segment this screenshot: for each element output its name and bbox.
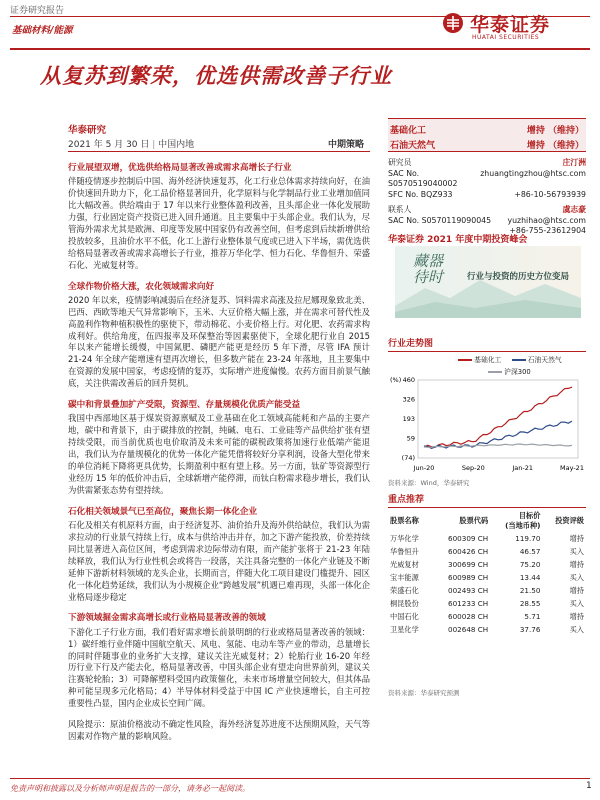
rating-row (388, 137, 586, 152)
analyst-email: yuzhihao@htsc.com (507, 215, 586, 225)
meta-divider (68, 151, 370, 152)
sector-label: 基础材料/能源 (12, 25, 73, 36)
x-tick-label: Jun-20 (413, 464, 435, 472)
table-cell: 5.71 (524, 612, 541, 621)
x-tick-label: May-21 (560, 464, 584, 472)
table-cell: 卫星化学 (390, 624, 419, 634)
section-paragraph: 石化及相关有机原料方面，由于经济复苏、油价抬升及海外供给缺位，我们认为需求拉动的行业景气持续上行，成本与供给冲击并存，加之下游产能投放，价差持续同比显著进入高位区间，考虑到需求边际带动有限，而产能扩张将于 21-23 年陆续释放，我们认为行业性机会或将告一段落，关注具备完整的一体化产业链及不断延伸下游新材料领域的龙头企业，长期而言，伴随大化工项目建设门槛提升、园区化一体化趋势延续，我们认为小规模企业“跨越发展”机遇已难再现，头部一体化企业格局逐步稳定 (68, 520, 370, 602)
section-paragraph: 2020 年以来，疫情影响减弱后在经济复苏、饲料需求高涨及拉尼娜现象致北美、巴西、西欧等地天气异常影响下，玉米、大豆价格大幅上涨，并在需求可替代性及高盈利作物种植积极性的驱使下，带动棉花、小麦价格上行。对化肥、农药需求构成利好。供给角度，伍四报率及环保整治等因素驱使下，全球化肥行业自 2015 年以来产能增长缓慢，中国氮肥、磷肥产能更是经历 5 年下滑，尽管 IFA 预计 21-24 年全球产能增速有望再次增长，但多数产能在 23-24 年落地，且主要集中在资源的发展中国家，考虑疫情的复苏，实际增产进度偏慢。农药方面目前景气触底，关注供需改善后的回升契机。 (68, 294, 370, 389)
table-cell: 002493 CH (448, 586, 489, 595)
table-cell: 119.70 (515, 534, 541, 543)
analyst-phone: +86-755-23612904 (509, 226, 586, 236)
summit-banner[interactable] (395, 246, 581, 318)
table-cell: 600309 CH (448, 534, 489, 543)
table-cell: 增持 (569, 611, 584, 621)
page-number: 1 (586, 781, 592, 791)
logo-en-text: HUATAI SECURITIES (472, 34, 540, 41)
y-unit-label: (%) (390, 376, 402, 384)
picks-table (388, 510, 586, 636)
legend-chem: 基础化工 (474, 356, 502, 364)
table-cell: 601233 CH (448, 599, 489, 608)
x-tick-label: Sep-20 (461, 464, 485, 472)
analyst-name: 虞志豪 (562, 205, 586, 215)
analyst-cert: SAC No. S0570519040002 (388, 168, 458, 189)
chart-source: 资料来源：Wind，华泰研究 (388, 479, 470, 487)
analyst-name: 庄汀洲 (562, 158, 586, 167)
date-region: 2021 年 5 月 30 日 | 中国内地 (68, 140, 195, 150)
y-tick-label: 326 (402, 395, 415, 404)
series-line (424, 387, 572, 447)
picks-column-header: 股票名称 (390, 516, 419, 525)
report-type-label: 证券研究报告 (10, 6, 65, 16)
table-cell: 桐昆股份 (390, 598, 419, 608)
legend-swatch-hs300 (488, 371, 502, 373)
picks-column-header: 投资评级 (555, 516, 584, 525)
section-heading: 全球作物价格大涨，农化领域需求向好 (68, 281, 215, 292)
table-cell: 买入 (569, 624, 584, 634)
rating-value: 增持 （维持） (526, 141, 584, 151)
analyst-cert2: SFC No. BQZ933 (388, 189, 453, 199)
main-text-column (68, 162, 370, 752)
legend-swatch-chem (458, 359, 472, 361)
report-region: 中国内地 (158, 140, 195, 150)
table-cell: 75.20 (519, 560, 541, 569)
table-row (388, 571, 586, 584)
y-tick-label: (74) (401, 454, 415, 462)
picks-column-header: 股票代码 (459, 516, 489, 525)
disclaimer-text: 免责声明和披露以及分析师声明是报告的一部分，请务必一起阅读。 (10, 784, 250, 793)
table-row (388, 545, 586, 558)
table-cell: 华鲁恒升 (390, 546, 419, 556)
table-row (388, 584, 586, 597)
table-row (388, 558, 586, 571)
analyst-role: 联系人 (388, 205, 412, 215)
analyst-block (388, 158, 586, 237)
rating-industry: 基础化工 (390, 126, 427, 136)
strategy-label: 中期策略 (328, 140, 365, 150)
y-tick-label: 59 (406, 434, 415, 443)
analyst-role: 研究员 (388, 158, 412, 167)
section-paragraph: 伴随疫情逐步控制后中国、海外经济快速复苏，化工行业总体需求持续向好，在油价快速回升助力下，化工品价格显著回升，化学原料与化学制品行业工业增加值同比大幅改善。供给端由于 17 年以来行业整体盈利改善，且头部企业一体化发展助力强，行业固定资产投资已进入回升通道。且主要集中于头部企业。我们认为，尽管海外需求尤其是欧洲、印度等发展中国家仍有改善空间，但考虑到后续新增供给投放较多，且油价水平不低，化工上游行业整体景气度或已进入下半场，需优选供给格局显著改善或需求高增长子行业，推荐万华化学、恒力石化、华鲁恒升、荣盛石化、光威复材等。 (68, 176, 370, 270)
table-cell: 300699 CH (448, 560, 489, 569)
table-cell: 光威复材 (390, 559, 419, 569)
rating-industry: 石油天然气 (390, 141, 436, 151)
y-tick-label: 460 (402, 376, 415, 384)
table-cell: 宝丰能源 (390, 572, 419, 582)
table-cell: 28.55 (519, 599, 541, 608)
table-cell: 600989 CH (448, 573, 489, 582)
table-cell: 46.57 (519, 547, 541, 556)
section-heading: 石化相关领域景气已至高位，聚焦长期一体化企业 (68, 506, 258, 517)
picks-heading: 重点推荐 (388, 492, 586, 508)
section-heading: 碳中和背景叠加扩产受限，资源型、存量规模化优质产能受益 (68, 400, 301, 411)
picks-column-header: 目标价 (当地币种) (505, 511, 541, 530)
rating-value: 增持 （维持） (526, 126, 584, 136)
analyst-email: zhuangtingzhou@htsc.com (480, 168, 586, 178)
report-date: 2021 年 5 月 30 日 (68, 140, 150, 150)
promo-calligraphy: 藏器 待时 (413, 252, 444, 286)
chart-legend (388, 354, 586, 376)
huatai-logo-mark-icon (442, 12, 464, 34)
table-cell: 600426 CH (448, 547, 489, 556)
table-cell: 增持 (569, 533, 584, 543)
table-cell: 600028 CH (448, 612, 489, 621)
rating-box (388, 118, 586, 152)
section-heading: 行业展望双增，优选供给格局显著改善或需求高增长子行业 (68, 163, 292, 173)
table-cell: 买入 (569, 598, 584, 608)
table-cell: 买入 (569, 546, 584, 556)
table-cell: 增持 (569, 559, 584, 569)
table-cell: 002648 CH (448, 625, 489, 634)
table-cell: 37.76 (519, 625, 541, 634)
legend-swatch-oil (512, 359, 526, 361)
promo-slogan: 行业与投资的历史方位变局 (467, 272, 570, 282)
analyst-phone: +86-10-56793939 (514, 189, 586, 199)
section-paragraph: 我国中西部地区基于煤炭资源禀赋及工业基础在化工领域高能耗和产品的主要产地，碳中和背景下，由于碳排放的控制，纯碱、电石、工业硅等产品供给扩张有望持续受限，而当前优质也电价取消及未来可能的碳税政策将加速行业低端产能退出，我们认为存量规模化的优势一体化产能凭借将较好分享利润，设备大型化带来的单位消耗下降将更具优势，长期盈利中枢有望上移。另一方面，钛矿等资源型行业经历 15 年的低价冲击后，全球新增产能停滞，而钛白粉需求稳步增长，我们认为供需紧张态势有望持续。 (68, 413, 370, 495)
series-line (424, 421, 572, 448)
risk-warning: 风险提示：原油价格波动不确定性风险，海外经济复苏进度不达预期风险，天气等因素对作物产量的影响风险。 (68, 719, 370, 742)
picks-source: 资料来源：华泰研究预测 (388, 689, 460, 697)
legend-hs300: 沪深300 (504, 368, 531, 376)
table-row (388, 623, 586, 636)
picks-header-row (388, 510, 586, 532)
table-cell: 荣盛石化 (390, 585, 419, 595)
header-divider (10, 48, 590, 50)
picks-table-wrap (388, 510, 586, 636)
table-row (388, 610, 586, 623)
table-cell: 买入 (569, 572, 584, 582)
section-paragraph: 下游化工子行业方面，我们看好需求增长前景明朗的行业或格局显著改善的领域：1）碳纤维行业伴随中国航空航天、风电、氢能、电动车等产业的带动，总量增长的同时伴随事业的业务扩大支撑，建议关注光威复材；2）轮胎行业 16-20 年经历行业下行及产能去化，格局显著改善，中国头部企业有望走向世界前列，建议关注赛轮轮胎；3）可降解塑料受国内政策催化，未来市场增量空间较大，但其体品种可能呈现多元化格局；4）半导体材料受益于中国 IC 产业快速增长，自主可控重要性凸显，国内企业成长空间广阔。 (68, 626, 370, 709)
logo-cn-text: 华泰证券 (470, 14, 551, 36)
footer-divider (10, 778, 590, 779)
report-title: 从复苏到繁荣，优选供需改善子行业 (40, 64, 392, 88)
promo-heading: 华泰证券 2021 年度中期投资峰会 (388, 235, 528, 245)
x-tick-label: Jan-21 (512, 464, 533, 472)
table-cell: 21.50 (519, 586, 541, 595)
analyst-cert: SAC No. S0570119090045 (388, 215, 492, 225)
table-row (388, 532, 586, 545)
table-row (388, 597, 586, 610)
performance-heading: 行业走势图 (388, 336, 586, 352)
table-cell: 中国石化 (390, 611, 419, 621)
institute-label: 华泰研究 (68, 125, 107, 136)
legend-oil: 石油天然气 (527, 356, 562, 364)
y-tick-label: 193 (402, 415, 415, 423)
table-cell: 万华化学 (390, 533, 419, 543)
performance-chart (388, 374, 586, 474)
rating-row (388, 122, 586, 137)
section-heading: 下游领域掘金需求高增长或行业格局显著改善的领域 (68, 613, 266, 624)
table-cell: 13.44 (519, 573, 541, 582)
table-cell: 增持 (569, 585, 584, 595)
huatai-logo (442, 10, 582, 40)
